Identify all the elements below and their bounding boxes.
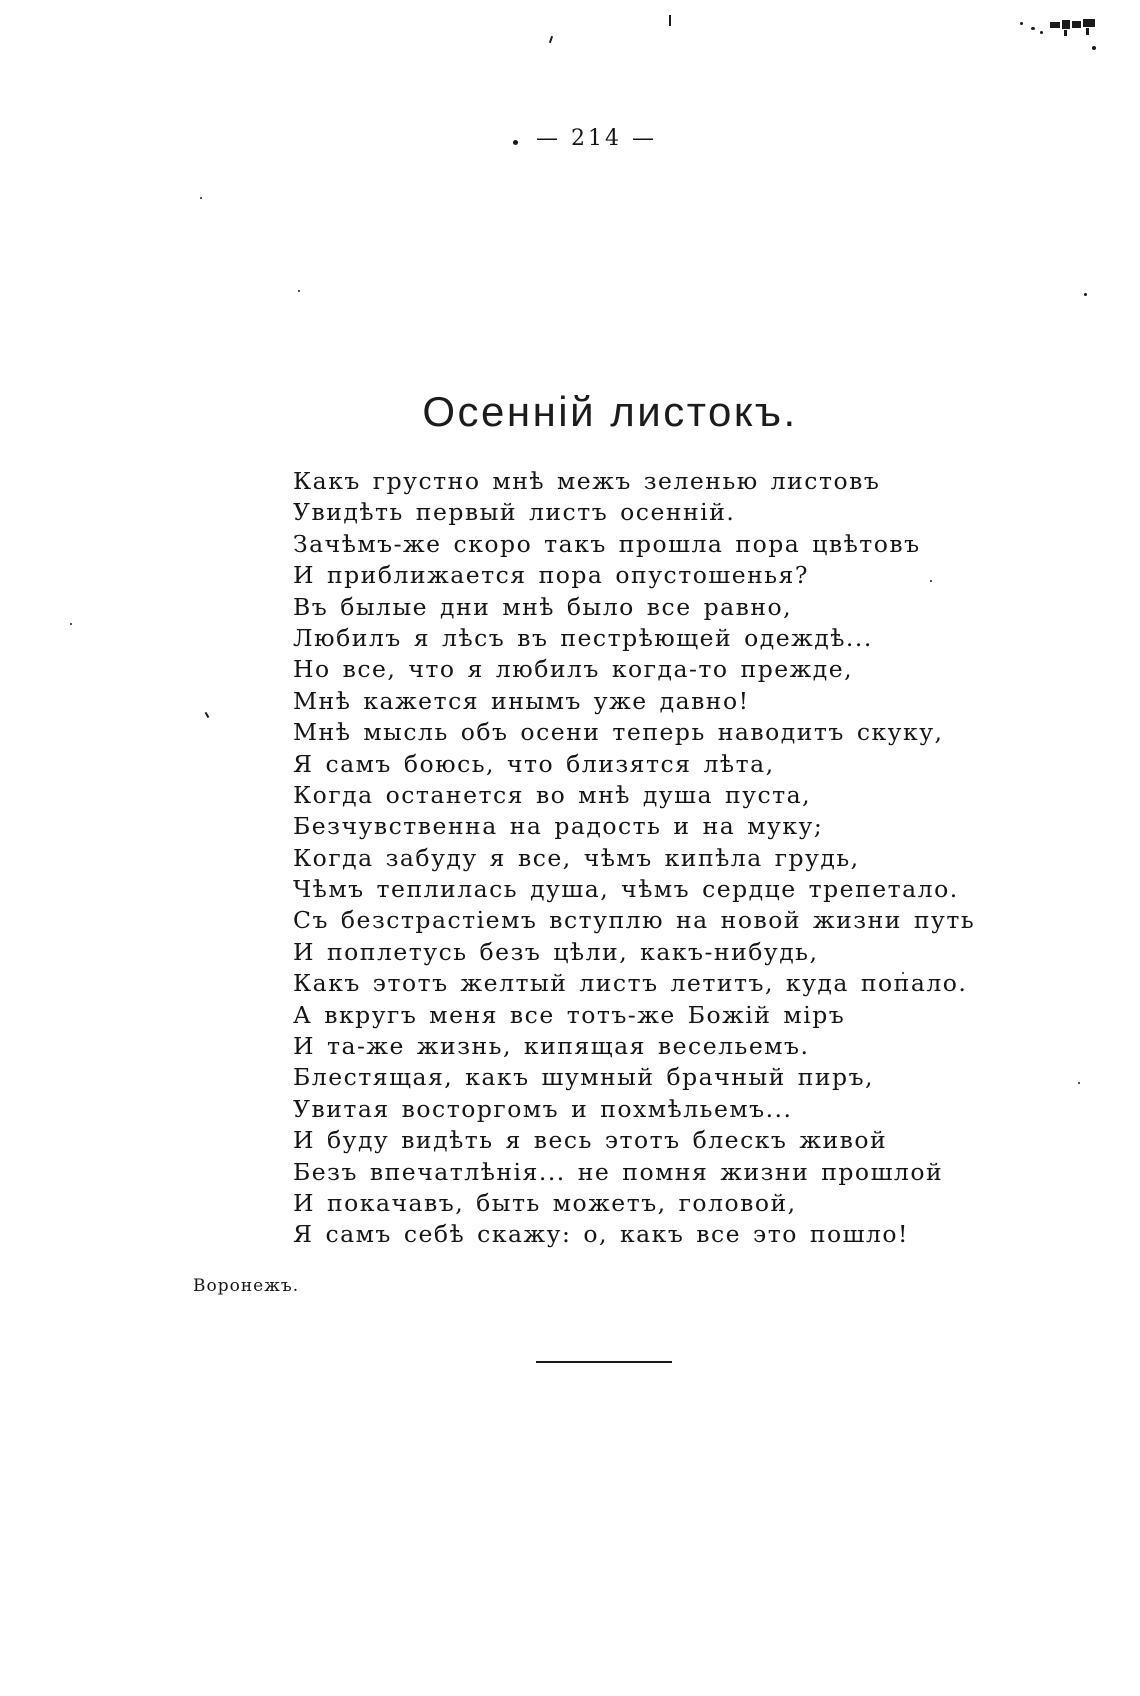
scan-speck [1092, 46, 1096, 50]
scan-speck [298, 290, 300, 292]
scan-speck [513, 140, 518, 145]
poem-line: Какъ этотъ желтый листъ летитъ, куда попало. [293, 969, 968, 998]
poem-line: Безъ впечатлѣнія... не помня жизни прошлой [293, 1157, 944, 1186]
poem-line: Въ былые дни мнѣ было все равно, [293, 592, 793, 621]
poem-line: А вкругъ меня все тотъ-же Божій міръ [293, 1000, 846, 1029]
scan-speck [1040, 31, 1043, 34]
poem-line: Увидѣть первый листъ осенній. [293, 498, 736, 527]
scan-speck [1062, 20, 1070, 29]
end-rule [536, 1361, 672, 1363]
scan-speck [1031, 27, 1035, 30]
poem-line: Зачѣмъ-же скоро такъ прошла пора цвѣтовъ [293, 529, 921, 558]
place-of-writing: Воронежъ. [193, 1276, 300, 1296]
scan-speck [549, 36, 553, 43]
poem-body [293, 466, 1073, 1251]
scan-speck [1072, 21, 1081, 28]
poem-line: Чѣмъ теплилась душа, чѣмъ сердце трепетало. [293, 875, 959, 904]
scan-speck [1050, 22, 1060, 28]
scan-speck [70, 623, 72, 625]
poem-line: Увитая восторгомъ и похмѣльемъ... [293, 1094, 793, 1123]
poem-title: Осенній листокъ. [422, 388, 798, 435]
scan-speck [1084, 293, 1087, 296]
scan-speck [1078, 1082, 1080, 1084]
poem-line: Я самъ боюсь, что близятся лѣта, [293, 749, 775, 778]
poem-line: Но все, что я любилъ когда-то прежде, [293, 655, 854, 684]
page-number: — 214 — [536, 126, 657, 151]
scan-speck [1083, 19, 1095, 27]
scan-speck [669, 15, 671, 26]
poem-line: Любилъ я лѣсъ въ пестрѣющей одеждѣ... [293, 623, 873, 652]
poem-line: Мнѣ кажется инымъ уже давно! [293, 686, 750, 715]
poem-line: И буду видѣть я весь этотъ блескъ живой [293, 1126, 888, 1155]
poem-line: Когда забуду я все, чѣмъ кипѣла грудь, [293, 843, 860, 872]
poem-line: Когда останется во мнѣ душа пуста, [293, 780, 812, 809]
poem-line: И покачавъ, быть можетъ, головой, [293, 1188, 797, 1217]
poem-line: И та-же жизнь, кипящая весельемъ. [293, 1032, 810, 1061]
poem-line: И поплетусь безъ цѣли, какъ-нибудь, [293, 937, 819, 966]
poem-line: Я самъ себѣ скажу: о, какъ все это пошло! [293, 1220, 909, 1249]
poem-line: И приближается пора опустошенья? [293, 561, 809, 590]
poem-line: Безчувственна на радость и на муку; [293, 812, 824, 841]
scan-speck [1020, 22, 1023, 25]
scan-speck [1086, 28, 1089, 35]
poem-line: Блестящая, какъ шумный брачный пиръ, [293, 1063, 875, 1092]
scan-speck [1064, 30, 1067, 36]
scan-speck [205, 712, 210, 718]
poem-line: Мнѣ мысль объ осени теперь наводитъ скуку, [293, 718, 944, 747]
scan-speck [200, 197, 202, 199]
poem-line: Какъ грустно мнѣ межъ зеленью листовъ [293, 467, 881, 495]
poem-line: Съ безстрастіемъ вступлю на новой жизни путь [293, 906, 976, 935]
